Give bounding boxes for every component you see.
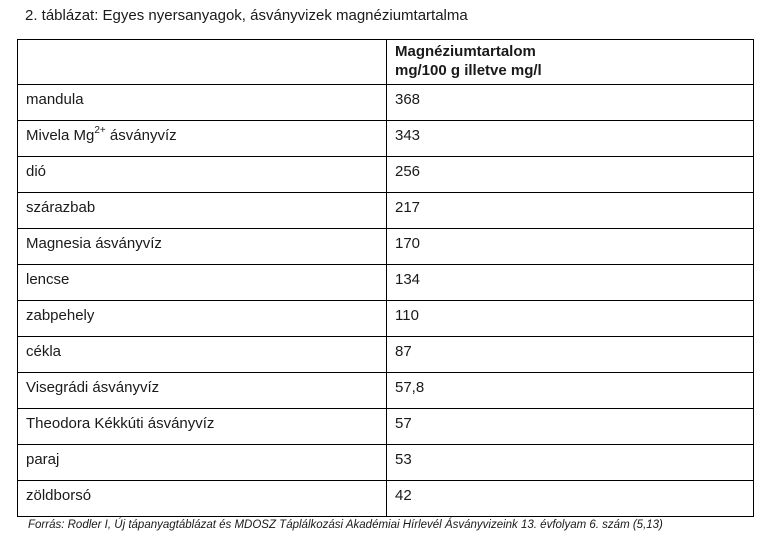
magnesium-table [17,39,754,517]
row-name-suffix: ásványvíz [105,127,177,144]
row-value: 110 [387,301,754,337]
row-name: zabpehely [18,301,387,337]
row-value: 57 [387,409,754,445]
table-caption: 2. táblázat: Egyes nyersanyagok, ásványvizek magnéziumtartalma [25,7,468,24]
header-title: Magnéziumtartalom [395,43,536,60]
row-name: zöldborsó [18,481,387,517]
row-name: mandula [18,85,387,121]
row-value: 57,8 [387,373,754,409]
row-value: 256 [387,157,754,193]
row-name: dió [18,157,387,193]
row-name: Theodora Kékkúti ásványvíz [18,409,387,445]
row-name: cékla [18,337,387,373]
table-row [18,373,754,409]
table-row [18,337,754,373]
row-value: 343 [387,121,754,157]
table-row [18,265,754,301]
header-cell-name [18,40,387,85]
row-value: 134 [387,265,754,301]
row-name-base: Mivela Mg [26,127,95,144]
table-row [18,85,754,121]
row-name: szárazbab [18,193,387,229]
row-name [18,121,387,157]
row-name: Visegrádi ásványvíz [18,373,387,409]
source-note: Forrás: Rodler I, Új tápanyagtáblázat és MDOSZ Táplálkozási Akadémiai Hírlevél Ásványvizeink 13. évfolyam 6. szám (5,13) [28,519,663,531]
row-name: lencse [18,265,387,301]
table-row [18,193,754,229]
table-row [18,229,754,265]
header-unit: mg/100 g illetve mg/l [395,62,542,79]
row-value: 87 [387,337,754,373]
table-header-row [18,40,754,85]
row-value: 217 [387,193,754,229]
row-name-superscript: 2+ [94,125,106,136]
table-row [18,121,754,157]
row-value: 170 [387,229,754,265]
table-row [18,445,754,481]
row-name: paraj [18,445,387,481]
row-value: 368 [387,85,754,121]
header-cell-magnesium [387,40,754,85]
row-value: 42 [387,481,754,517]
table-row [18,157,754,193]
table-row [18,481,754,517]
row-value: 53 [387,445,754,481]
row-name: Magnesia ásványvíz [18,229,387,265]
table-row [18,409,754,445]
table-row [18,301,754,337]
